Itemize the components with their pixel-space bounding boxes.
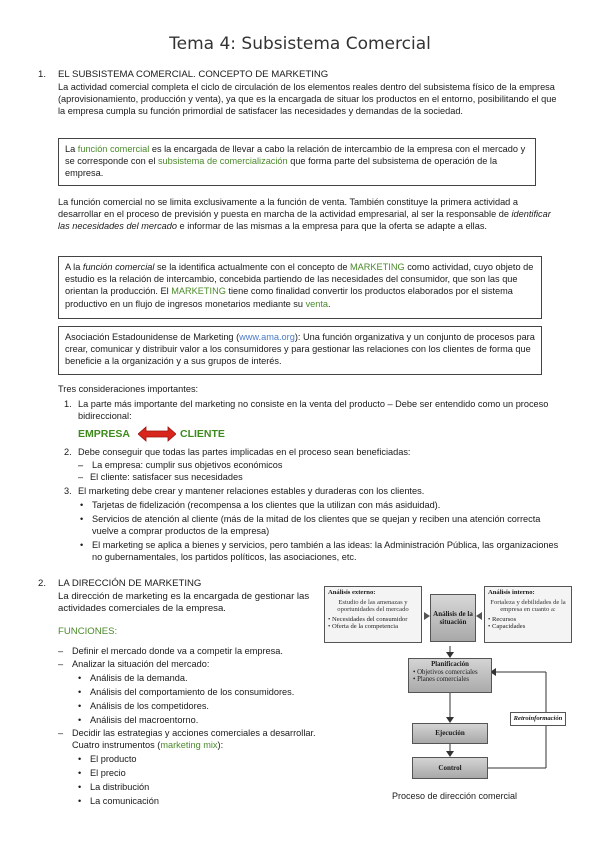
analisis-situacion-box: Análisis de la situación <box>430 594 476 642</box>
consideracion-2-cliente: El cliente: satisfacer sus necesidades <box>90 472 243 482</box>
plan-item-1-text: Objetivos comerciales <box>417 668 478 676</box>
funcion-decidir <box>72 727 322 751</box>
analisis-demanda: Análisis de la demanda. <box>90 673 188 683</box>
analisis-consumidores: Análisis del comportamiento de los consumidores. <box>90 687 295 697</box>
ext-item-1: • Necesidades del consumidor <box>328 615 408 623</box>
int-desc: Fortaleza y debilidades de la empresa en cuanto a: <box>490 598 566 614</box>
section-2-intro: La dirección de marketing es la encargada de gestionar las actividades comerciales de la empresa. <box>58 591 310 615</box>
consideracion-1-number: 1. <box>64 399 72 409</box>
section-1-heading: EL SUBSISTEMA COMERCIAL. CONCEPTO DE MARKETING <box>58 69 329 80</box>
ext-desc: Estudio de las amenazas y oportunidades del mercado <box>337 598 409 614</box>
cliente-label: CLIENTE <box>180 428 225 440</box>
tres-consideraciones: Tres consideraciones importantes: <box>58 384 199 394</box>
box3-text-c: ): Una función organizativa y un conjunto de procesos para crear, comunicar y distribuir valor a los consumidores y para gestionar las relaciones con los clientes de forma que beneficie a la organización y a sus grupos de interés. <box>65 332 535 367</box>
plan-item-2: • Planes comerciales <box>413 676 469 684</box>
retroinformacion-box: Retroinformación <box>510 712 566 726</box>
box2-text-i: . <box>328 298 331 309</box>
box2-venta: venta <box>305 298 329 309</box>
section-1-number: 1. <box>38 69 47 80</box>
box-ama <box>58 326 542 375</box>
p2-text-c: e informar de las mismas a la empresa para que la oferta se adapte a ellas. <box>177 221 487 232</box>
empresa-label: EMPRESA <box>78 428 130 440</box>
section-2-number: 2. <box>38 578 47 589</box>
funcion-definir: Definir el mercado donde va a competir la empresa. <box>72 646 283 656</box>
int-item-2-text: Capacidades <box>491 623 526 631</box>
box2-text-c: se la identifica actualmente con el concepto de <box>154 262 351 272</box>
consideracion-1-text: La parte más importante del marketing no consiste en la venta del producto – Debe ser entendido como un proceso bidireccional: <box>78 399 549 422</box>
paragraph-funcion-venta <box>58 196 560 233</box>
consideracion-2-text: Debe conseguir que todas las partes implicadas en el proceso sean beneficiadas: <box>78 447 411 457</box>
p2-italic: identificar las necesidades del mercado <box>58 209 551 232</box>
mix-comunicacion: La comunicación <box>90 796 159 806</box>
box1-text-c: es la encargada de llevar a cabo la relación de intercambio de la empresa con el mercado y se corresponde con el <box>65 144 526 167</box>
bullet-m1: • <box>78 754 82 764</box>
analisis-competidores: Análisis de los competidores. <box>90 701 209 711</box>
box2-italic: función comercial <box>82 262 155 272</box>
bullet-a4: • <box>78 715 82 725</box>
mix-producto: El producto <box>90 754 137 764</box>
consideracion-2-number: 2. <box>64 447 72 457</box>
bullet-ideas: El marketing se aplica a bienes y servicios, pero también a las ideas: la Administración Pública, las organizaciones no gubernamentales, los partidos políticos, las asociaciones, etc. <box>92 540 559 563</box>
box2-text-a: A la <box>65 262 83 272</box>
box2-marketing-2: MARKETING <box>171 286 226 297</box>
ama-link[interactable]: www.ama.org <box>239 332 295 342</box>
funcion-analizar: Analizar la situación del mercado: <box>72 659 210 669</box>
analisis-interno-box <box>484 586 572 643</box>
dash-f3: – <box>58 728 64 738</box>
marketing-mix: marketing mix <box>160 740 218 751</box>
int-item-1-text: Recursos <box>491 615 517 623</box>
box1-highlight-subsistema: subsistema de comercialización <box>157 156 288 167</box>
box1-text-e: que forma parte del subsistema de operación de la empresa. <box>65 156 498 179</box>
dash-f1: – <box>58 646 64 656</box>
dash-1: – <box>78 460 84 470</box>
plan-item-2-text: Planes comerciales <box>417 676 469 684</box>
plan-item-1: • Objetivos comerciales <box>413 668 478 676</box>
box1-highlight-funcion: función comercial <box>77 144 150 154</box>
box2-text-g: tiene como finalidad convertir los productos elaborados por el sistema productivo en un flujo de ingresos monetarios mediante su <box>65 286 513 309</box>
section-2-heading: LA DIRECCIÓN DE MARKETING <box>58 578 202 589</box>
f3-text-a: Decidir las estrategias y acciones comerciales a desarrollar. Cuatro instrumentos ( <box>72 728 316 751</box>
bullet-m4: • <box>78 796 82 806</box>
page-title: Tema 4: Subsistema Comercial <box>169 34 431 54</box>
bullet-m2: • <box>78 768 82 778</box>
box-marketing <box>58 256 542 319</box>
bullet-atencion: Servicios de atención al cliente (más de la mitad de los clientes que se quejan y reciben una atención correcta vuelve a comprar productos de la empresa) <box>92 514 541 537</box>
consideracion-3-number: 3. <box>64 486 72 496</box>
bullet-fidelizacion: Tarjetas de fidelización (recompensa a los clientes que la utilizan con más asiduidad). <box>92 500 441 510</box>
bullet-3: • <box>80 540 84 550</box>
planificacion-title: Planificación <box>431 661 469 668</box>
ext-title: Análisis externo: <box>328 589 376 596</box>
bullet-m3: • <box>78 782 82 792</box>
planificacion-box <box>408 658 492 693</box>
bullet-1: • <box>80 500 84 510</box>
box1-text-a: La <box>65 144 78 154</box>
ext-item-2: • Oferta de la competencia <box>328 623 399 631</box>
bullet-2: • <box>80 514 84 524</box>
ejecucion-box: Ejecución <box>412 723 488 744</box>
int-title: Análisis interno: <box>488 589 535 596</box>
bullet-a3: • <box>78 701 82 711</box>
int-item-1: • Recursos <box>488 615 517 623</box>
section-1-intro: La actividad comercial completa el ciclo de circulación de los elementos reales dentro del subsistema físico de la empresa (aprovisionamiento, producción y venta), ya que es la encargada de situar los productos en el entorno, posibilitando el que la empresa cumpla su función primordial de satisfacer las necesidades y demandas de la sociedad. <box>58 82 557 117</box>
box2-marketing-1: MARKETING <box>350 262 405 272</box>
ext-item-1-text: Necesidades del consumidor <box>331 615 408 623</box>
dash-f2: – <box>58 659 64 669</box>
ext-item-2-text: Oferta de la competencia <box>331 623 399 631</box>
bullet-a2: • <box>78 687 82 697</box>
process-diagram <box>324 586 572 784</box>
box2-text-e: como actividad, cuyo objeto de estudio es la relación de intercambio, concebida partiendo de las necesidades del consumidor, que son las que orientan la producción. El <box>65 262 534 297</box>
f3-text-c: ): <box>217 740 224 751</box>
control-box: Control <box>412 757 488 779</box>
int-item-2: • Capacidades <box>488 623 526 631</box>
diagram-caption: Proceso de dirección comercial <box>392 791 518 801</box>
bullet-a1: • <box>78 673 82 683</box>
dash-2: – <box>78 472 84 482</box>
analisis-externo-box <box>324 586 422 643</box>
p2-text-a: La función comercial no se limita exclusivamente a la función de venta. También constituye la primera actividad a desarrollar en el proceso de previsión y puesta en marcha de la actividad empresarial, al ser la responsable de <box>58 197 518 220</box>
consideracion-2-empresa: – La empresa: cumplir sus objetivos económicos <box>78 459 282 471</box>
box-funcion-comercial <box>58 138 536 186</box>
box3-text-a: Asociación Estadounidense de Marketing ( <box>65 332 240 342</box>
analisis-macroentorno: Análisis del macroentorno. <box>90 715 199 725</box>
mix-precio: El precio <box>90 768 126 778</box>
mix-distribucion: La distribución <box>90 782 150 792</box>
funciones-heading: FUNCIONES: <box>58 626 118 637</box>
bidirectional-arrow-icon <box>138 426 176 442</box>
consideracion-3-text: El marketing debe crear y mantener relaciones estables y duraderas con los clientes. <box>78 486 425 496</box>
